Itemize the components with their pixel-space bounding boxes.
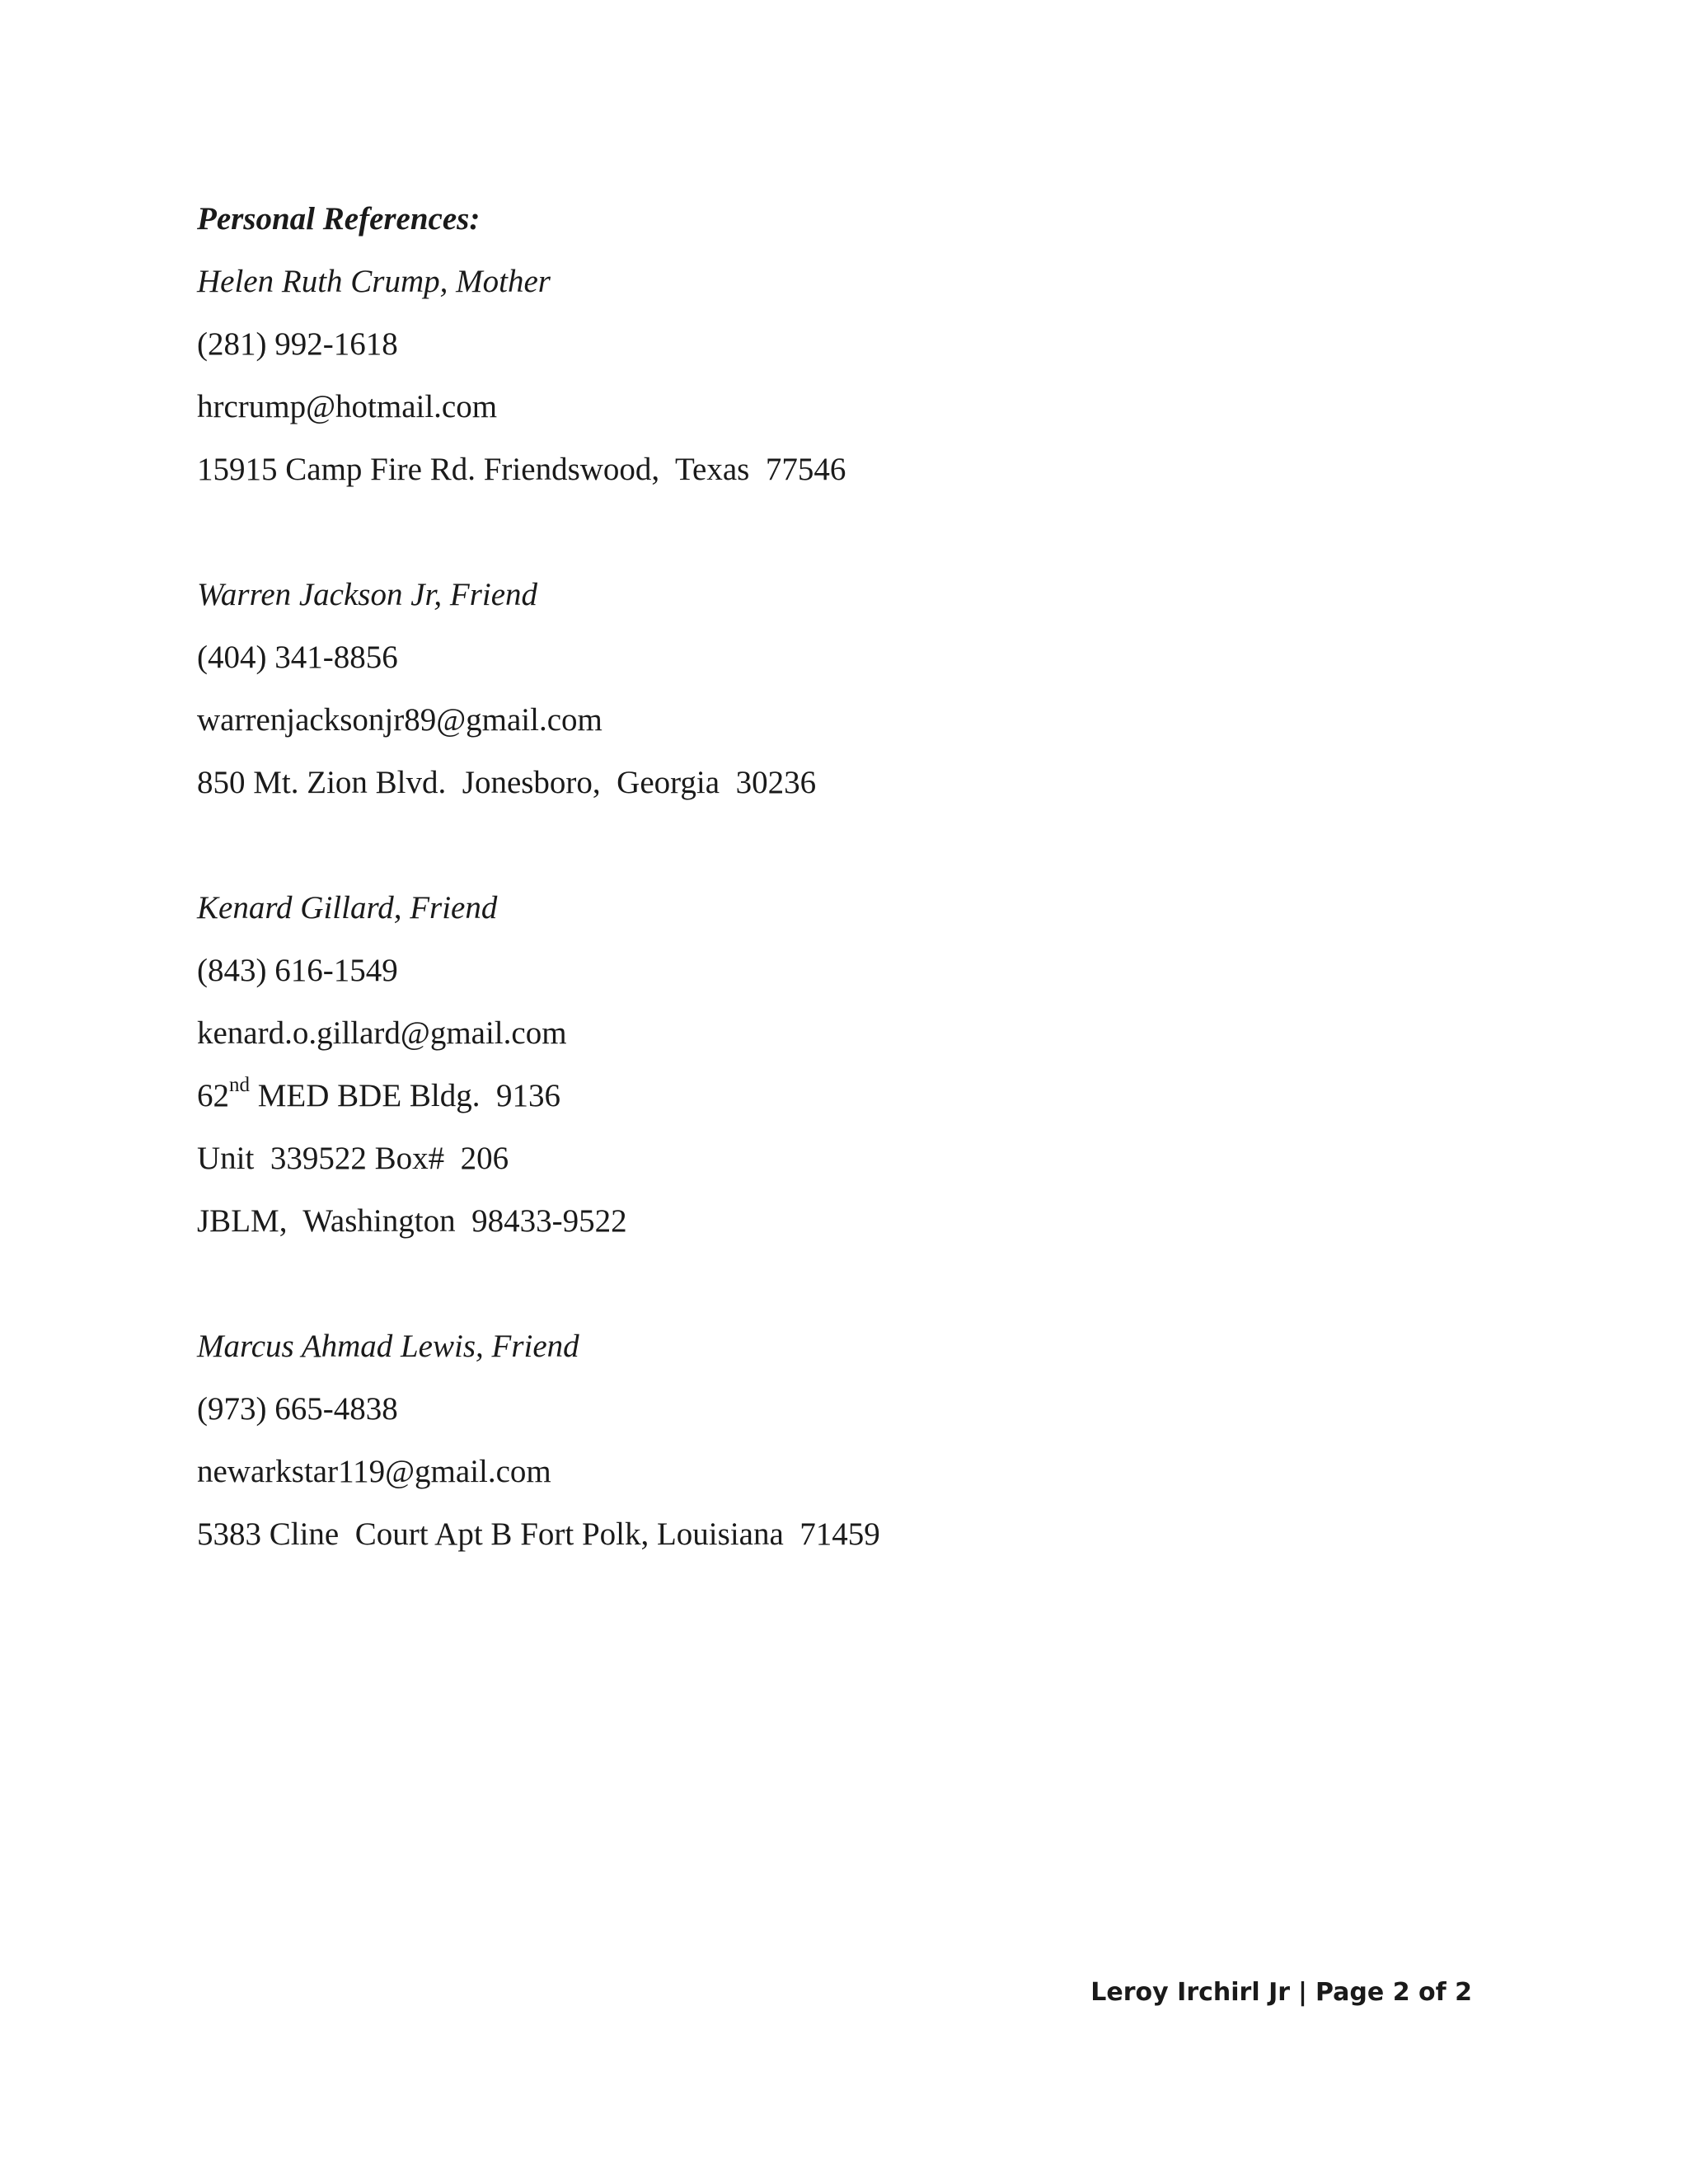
reference-address: 850 Mt. Zion Blvd. Jonesboro, Georgia 30236 [197, 765, 817, 800]
reference-email: warrenjacksonjr89@gmail.com [197, 702, 603, 738]
page-footer [1090, 1978, 1472, 2007]
reference-address-line-2: Unit 339522 Box# 206 [197, 1141, 509, 1176]
ordinal-suffix: nd [229, 1074, 250, 1096]
reference-email: newarkstar119@gmail.com [197, 1454, 551, 1489]
reference-address-line-3: JBLM, Washington 98433-9522 [197, 1203, 627, 1239]
reference-name: Helen Ruth Crump, Mother [197, 264, 551, 299]
footer-name: Leroy Irchirl Jr [1090, 1978, 1291, 2007]
address-number: 62 [197, 1078, 229, 1113]
address-rest: MED BDE Bldg. 9136 [250, 1078, 561, 1113]
reference-address: 15915 Camp Fire Rd. Friendswood, Texas 77546 [197, 452, 846, 487]
reference-phone: (281) 992-1618 [197, 326, 398, 362]
references-section [197, 188, 1433, 1566]
reference-phone: (973) 665-4838 [197, 1391, 398, 1427]
reference-entry [197, 1315, 1433, 1566]
reference-entry [197, 877, 1433, 1253]
entry-spacer [197, 501, 1433, 564]
reference-phone: (404) 341-8856 [197, 640, 398, 675]
reference-entry [197, 251, 1433, 501]
reference-entry [197, 564, 1433, 814]
entry-spacer [197, 1253, 1433, 1315]
reference-email: hrcrump@hotmail.com [197, 389, 498, 424]
reference-address-line-1 [197, 1065, 1433, 1127]
reference-phone: (843) 616-1549 [197, 953, 398, 988]
reference-address: 5383 Cline Court Apt B Fort Polk, Louisiana 71459 [197, 1516, 880, 1552]
reference-name: Warren Jackson Jr, Friend [197, 577, 538, 612]
reference-name: Marcus Ahmad Lewis, Friend [197, 1329, 579, 1364]
section-heading: Personal References: [197, 201, 481, 237]
footer-separator: | [1298, 1978, 1307, 2007]
reference-name: Kenard Gillard, Friend [197, 890, 498, 926]
footer-page-number: Page 2 of 2 [1315, 1978, 1472, 2007]
entry-spacer [197, 814, 1433, 877]
reference-email: kenard.o.gillard@gmail.com [197, 1015, 567, 1051]
